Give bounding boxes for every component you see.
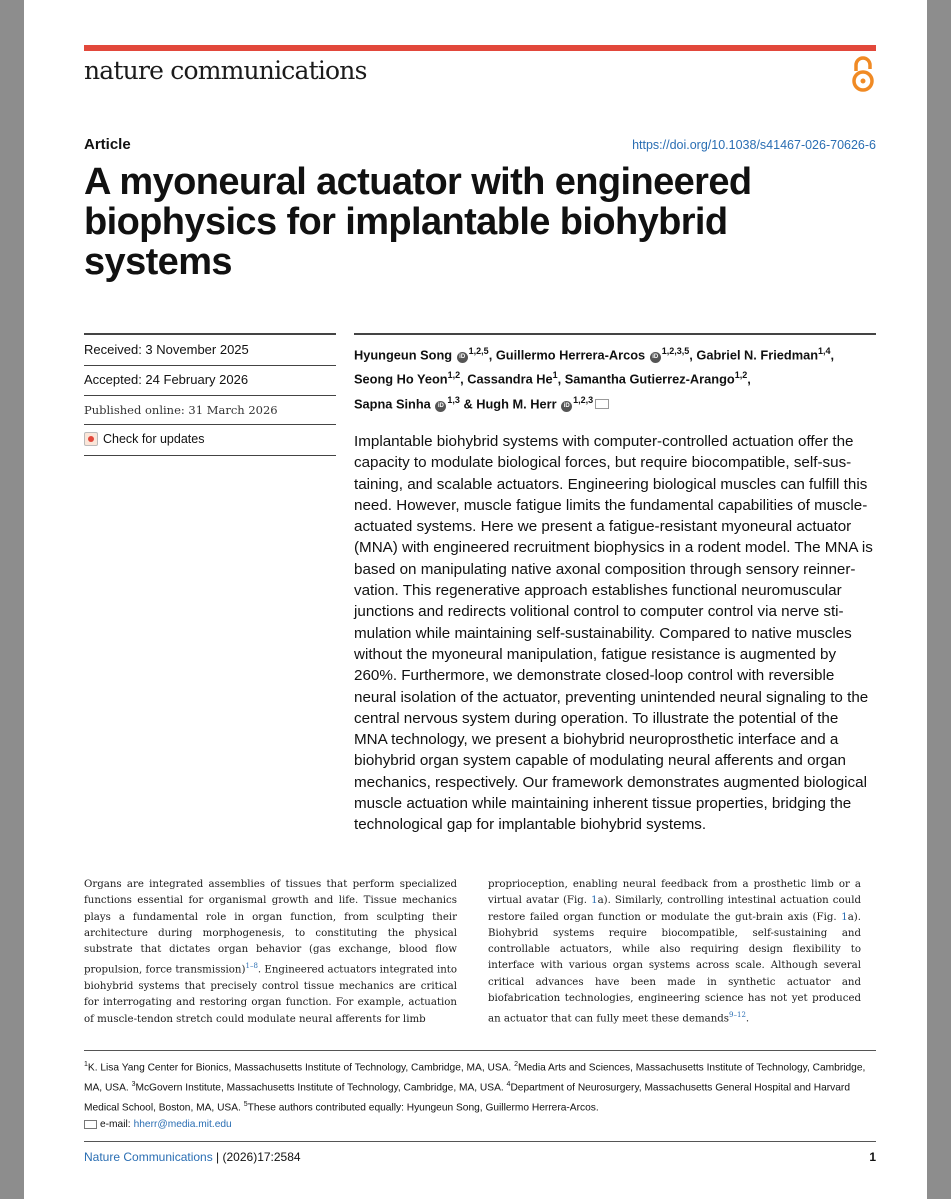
orcid-icon[interactable]: iD	[561, 401, 572, 412]
footer-citation	[84, 1150, 301, 1164]
paper-title: A myoneural actuator with engineered biophysics for implantable biohybrid systems	[84, 161, 752, 283]
abstract-line: technological gap for implantable biohybrid systems.	[354, 816, 707, 834]
footer-journal-link[interactable]: Nature Communications	[84, 1150, 213, 1164]
author-name[interactable]: Guillermo Herrera-Arcos	[495, 347, 646, 363]
published-date: Published online: 31 March 2026	[84, 403, 278, 417]
abstract-line: junctions and redirects volitional control to computer control via nerve sti-	[354, 603, 844, 621]
author-affiliation: 1,2	[447, 370, 461, 381]
abstract-line: muscle actuation while maintaining inherent tissue properties, bridging the	[354, 795, 852, 813]
abstract-line: need. However, muscle fatigue limits the fundamental capabilities of muscle-	[354, 496, 868, 514]
accepted-date: Accepted: 24 February 2026	[84, 372, 249, 387]
affiliations-rule	[84, 1050, 876, 1051]
author-name[interactable]: Seong Ho Yeon	[354, 371, 448, 387]
body-text: .	[745, 1013, 750, 1025]
abstract-line: (MNA) with engineered recruitment biophysics in a rodent model. The MNA is	[354, 539, 873, 557]
abstract-line: Implantable biohybrid systems with computer-controlled actuation offer the	[354, 433, 854, 450]
abstract	[354, 431, 876, 836]
abstract-line: neural isolation of the actuator, preventing unintended neural signaling to the	[354, 688, 869, 706]
author-affiliation: 1,2	[734, 370, 748, 381]
abstract-line: actuated systems. Here we present a fatigue-resistant myoneural actuator	[354, 518, 852, 536]
mail-icon[interactable]	[595, 399, 609, 409]
sidebar-rule-bottom	[84, 455, 336, 456]
check-updates-label: Check for updates	[103, 432, 205, 446]
abstract-line: MNA technology, we present a biohybrid neuroprosthetic interface and a	[354, 731, 839, 749]
email-label: e-mail:	[100, 1118, 131, 1130]
author-affiliation: 1,2,5	[468, 346, 489, 356]
affiliations	[84, 1057, 876, 1133]
sidebar-rule	[84, 395, 336, 396]
abstract-line: 260%. Furthermore, we demonstrate closed-loop control with reversible	[354, 667, 835, 685]
abstract-line: vation. This regenerative approach establishes functional neuromuscular	[354, 582, 842, 600]
article-type: Article	[84, 136, 131, 153]
orcid-icon[interactable]: iD	[457, 352, 468, 363]
received-date: Received: 3 November 2025	[84, 342, 249, 357]
abstract-line: central nervous system during operation. To illustrate the potential of the	[354, 709, 839, 727]
author-name[interactable]: Cassandra He	[467, 371, 553, 387]
sidebar-rule	[84, 424, 336, 425]
doi-link[interactable]: https://doi.org/10.1038/s41467-026-70626-6	[632, 138, 876, 152]
author-name[interactable]: Hugh M. Herr	[476, 395, 557, 411]
abstract-line: mechanics, respectively. Our framework demonstrates augmented biological	[354, 773, 867, 791]
author-affiliation: 1,2,3	[573, 394, 594, 405]
abstract-line: capacity to modulate biological forces, but require biocompatible, self-sus-	[354, 454, 852, 472]
check-updates-icon	[84, 432, 98, 446]
footer-citation-text: | (2026)17:2584	[212, 1150, 301, 1164]
sidebar-rule-top	[84, 333, 336, 335]
sidebar-rule	[84, 365, 336, 366]
mail-icon	[84, 1120, 97, 1129]
footer-rule	[84, 1141, 876, 1142]
authors-rule	[354, 333, 876, 335]
email-line	[84, 1117, 876, 1134]
abstract-line: without the myoneural manipulation, fatigue resistance is augmented by	[354, 645, 837, 663]
body-text: . Engineered actuators integrated into biohybrid systems that precisely control tissue mechanics are critical for interrogating and restoring organ function. For example, actuation of muscle-tendon stretch could modulate neural afferents for limb	[84, 964, 457, 1025]
figure-link[interactable]: 1	[841, 911, 848, 923]
abstract-line: mulation while maintaining self-sustainability. Compared to native muscles	[354, 624, 852, 642]
body-text: a). Similarly, controlling intestinal actuation could restore failed organ function or modulate the gut-brain axis (Fig.	[488, 895, 861, 923]
open-access-lock-icon	[848, 55, 878, 93]
author-affiliation: 1	[552, 370, 558, 381]
author-affiliation: 1,4	[818, 346, 831, 356]
journal-name: nature communications	[84, 56, 367, 85]
check-updates-button[interactable]	[84, 432, 204, 446]
reference-link[interactable]: 9–12	[729, 1011, 746, 1020]
paper-page	[24, 0, 927, 1199]
author-affiliation: 1,3	[447, 394, 460, 405]
author-affiliation: 1,2,3,5	[661, 346, 690, 356]
author-list: Hyungeun Song iD$^{1,2,5}$, Guillermo Herrera-Arcos iD$^{1,2,3,5}$, Gabriel N. Friedman$^{1,4}$, Seong Ho Yeon$^{1,2}$, Cassandra He$^1$, Samantha Gutierrez-Arango$^{1,2}$, Sapna Sinha iD$^{1,3}$ & Hugh M. Herr iD$^{1,2,3}$	[354, 346, 835, 411]
abstract-line: biohybrid organ system capable of modulating neural afferents and organ	[354, 752, 846, 770]
body-text: Organs are integrated assemblies of tissues that perform specialized functions essential for organismal growth and life. Tissue mechanics plays a fundamental role in organ function, from sculpting their architecture during morphogenesis, to constituting the physical substrate that dictates organ behavior (gas exchange, blood flow propulsion, force transmission)	[84, 879, 457, 976]
body-text: a). Biohybrid systems require biocompatible, self-sustaining and controllable actuators, while also requiring design flexibility to interface with various organ systems across scale. Although several critical advances have been made in synthetic actuator and biofabrication technologies, engineering science has not yet produced an actuator that can fully meet these demands	[488, 911, 861, 1025]
author-name[interactable]: Samantha Gutierrez-Arango	[564, 371, 735, 387]
figure-link[interactable]: 1	[591, 895, 598, 907]
header-red-bar	[84, 45, 876, 51]
author-name[interactable]: Gabriel N. Friedman	[696, 347, 819, 363]
body-column-left	[84, 877, 457, 1028]
orcid-icon[interactable]: iD	[650, 352, 661, 363]
abstract-line: based on manipulating native axonal composition through sensory reinner-	[354, 560, 856, 578]
body-text: proprioception, enabling neural feedback from a prosthetic limb or a virtual avatar (Fig.	[488, 879, 861, 907]
email-link[interactable]: hherr@media.mit.edu	[133, 1118, 232, 1130]
orcid-icon[interactable]: iD	[435, 401, 446, 412]
author-name[interactable]: Sapna Sinha	[354, 395, 431, 411]
author-name[interactable]: Hyungeun Song	[354, 347, 453, 363]
abstract-line: taining, and scalable actuators. Engineering biological muscles can fulfill this	[354, 475, 868, 493]
page-number: 1	[869, 1150, 876, 1164]
body-column-right	[488, 877, 861, 1028]
affiliation-text: $^1$K. Lisa Yang Center for Bionics, Massachusetts Institute of Technology, Cambridge, MA, USA. $^2$Media Arts and Sciences, Massachusetts Institute of Technology, Cambridge, MA, USA. $^3$McGovern Institute, Massachusetts Institute of Technology, Cambridge, MA, USA. $^4$Department of Neurosurgery, Massachusetts General Hospital and Harvard Medical School, Boston, MA, USA. $^5$These authors contributed equally: Hyungeun Song, Guillermo Herrera-Arcos.	[84, 1061, 866, 1114]
reference-link[interactable]: 1–8	[245, 962, 258, 971]
